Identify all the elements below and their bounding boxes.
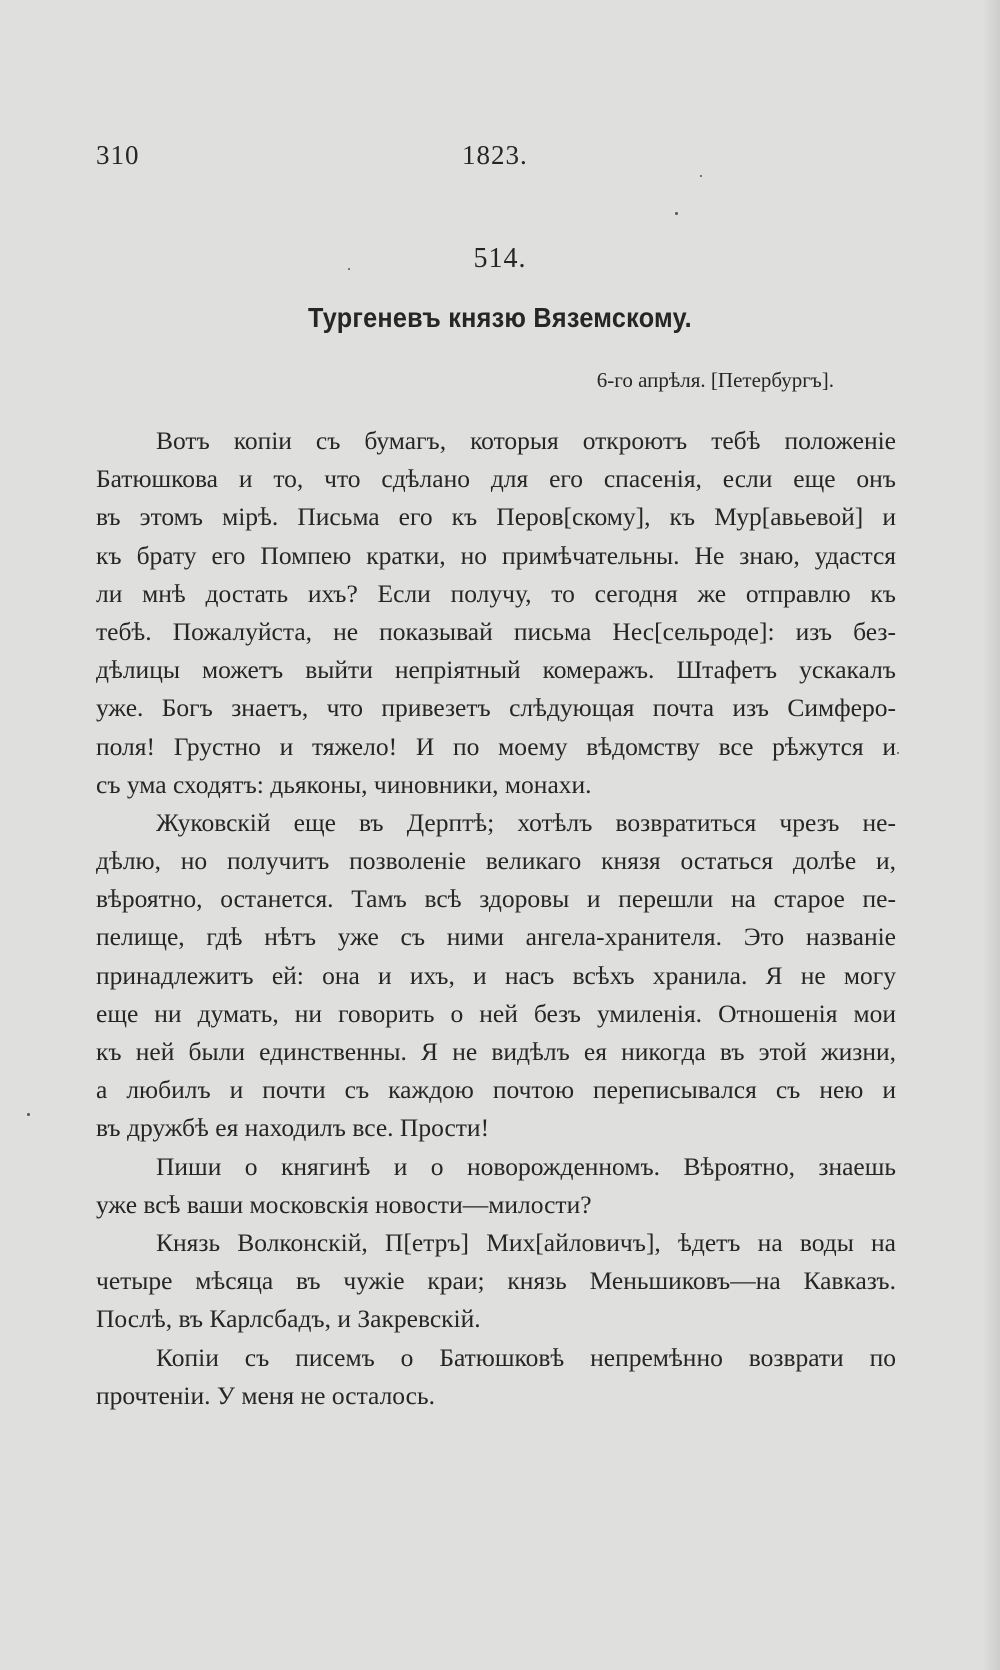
paragraph bbox=[96, 422, 896, 804]
paragraph bbox=[96, 1148, 896, 1224]
text-line: къ ней были единственны. Я не видѣлъ ея никогда въ этой жизни, bbox=[96, 1037, 896, 1066]
text-line: Вотъ копіи съ бумагъ, которыя откроютъ тебѣ положеніе bbox=[156, 426, 896, 455]
text-line: а любилъ и почти съ каждою почтою переписывался съ нею и bbox=[96, 1075, 896, 1105]
scan-speck bbox=[348, 268, 350, 270]
scan-speck bbox=[27, 1113, 30, 1116]
running-header-year: 1823. bbox=[462, 140, 528, 170]
text-line: въ дружбѣ ея находилъ все. Прости! bbox=[96, 1113, 490, 1143]
text-line: тебѣ. Пожалуйста, не показывай письма Нес[сельроде]: изъ без- bbox=[96, 616, 896, 646]
text-line: Пиши о княгинѣ и о новорожденномъ. Вѣроятно, знаешь bbox=[156, 1151, 896, 1181]
letter-body bbox=[96, 422, 896, 1415]
scan-speck bbox=[897, 752, 899, 754]
text-line: съ ума сходятъ: дьяконы, чиновники, монахи. bbox=[96, 769, 592, 799]
text-line: ли мнѣ достать ихъ? Если получу, то сегодня же отправлю къ bbox=[96, 578, 896, 608]
text-line: четыре мѣсяца въ чужіе краи; князь Меньшиковъ—на Кавказъ. bbox=[96, 1266, 896, 1296]
paragraph bbox=[96, 804, 896, 1148]
text-line: вѣроятно, останется. Тамъ всѣ здоровы и перешли на старое пе- bbox=[96, 884, 896, 914]
text-line: уже всѣ ваши московскія новости—милости? bbox=[96, 1189, 592, 1219]
text-line: дѣлицы можетъ выйти непріятный комеражъ. Штафетъ ускакалъ bbox=[96, 655, 896, 685]
letter-date: 6-го апрѣля. [Петербургъ]. bbox=[596, 368, 834, 392]
text-line: принадлежитъ ей: она и ихъ, и насъ всѣхъ хранила. Я не могу bbox=[96, 960, 896, 990]
letter-number: 514. bbox=[473, 243, 527, 274]
text-line: пелище, гдѣ нѣтъ уже съ ними ангела-хранителя. Это названіе bbox=[96, 922, 896, 952]
scan-speck bbox=[700, 175, 702, 177]
paragraph bbox=[96, 1224, 896, 1339]
letter-title: Тургеневъ князю Вяземскому. bbox=[308, 302, 692, 333]
scan-speck bbox=[675, 212, 678, 215]
text-line: Князь Волконскій, П[етръ] Мих[айловичъ], ѣдетъ на воды на bbox=[156, 1227, 896, 1257]
text-line: прочтеніи. У меня не осталось. bbox=[96, 1380, 436, 1410]
text-line: еще ни думать, ни говорить о ней безъ умиленія. Отношенія мои bbox=[96, 998, 896, 1028]
text-line: уже. Богъ знаетъ, что привезетъ слѣдующая почта изъ Симферо- bbox=[96, 693, 896, 723]
text-line: дѣлю, но получитъ позволеніе великаго князя остаться долѣе и, bbox=[96, 846, 896, 876]
text-line: поля! Грустно и тяжело! И по моему вѣдомству все рѣжутся и bbox=[96, 731, 896, 761]
page-number: 310 bbox=[96, 140, 140, 170]
text-line: въ этомъ мірѣ. Письма его къ Перов[скому], къ Мур[авьевой] и bbox=[96, 502, 896, 532]
text-line: Батюшкова и то, что сдѣлано для его спасенія, если еще онъ bbox=[96, 464, 896, 494]
text-line: Жуковскій еще въ Дерптѣ; хотѣлъ возвратиться чрезъ не- bbox=[156, 807, 896, 837]
text-line: Копіи съ писемъ о Батюшковѣ непремѣнно возврати по bbox=[156, 1342, 896, 1372]
text-line: Послѣ, въ Карлсбадъ, и Закревскій. bbox=[96, 1304, 481, 1334]
text-line: къ брату его Помпею кратки, но примѣчательны. Не знаю, удастся bbox=[96, 540, 896, 570]
paragraph bbox=[96, 1339, 896, 1415]
